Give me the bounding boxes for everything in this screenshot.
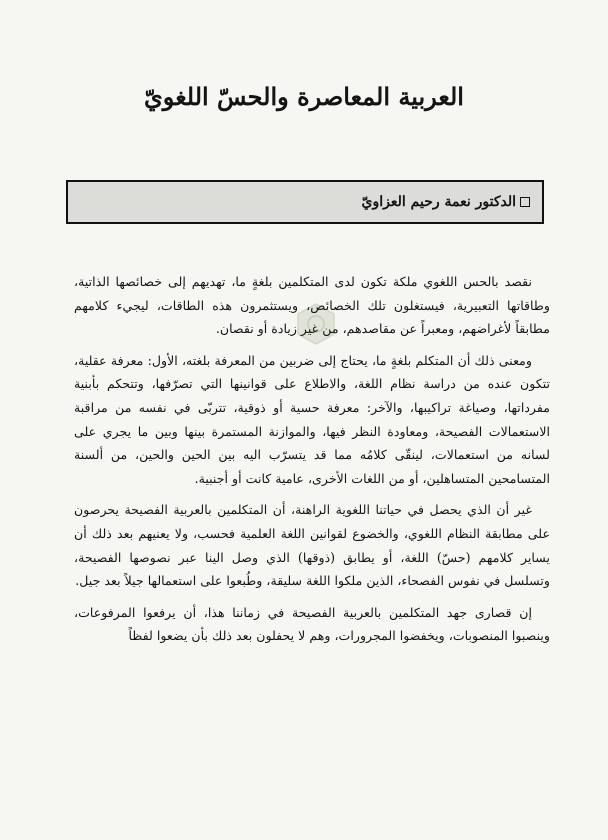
author-name: الدكتور نعمة رحيم العزاويّ — [361, 194, 516, 210]
paragraph-1: نقصد بالحس اللغوي ملكة تكون لدى المتكلمين بلغةٍ ما، تهديهم إلى خصائصها الذاتية، وطاقاتها التعبيرية، فيستغلون تلك الخصائص، ويستثمرون هذه الطاقات، ليجيء كلامهم مطابقاً لأغراضهم، ومعبراً عن مقاصدهم، من غير زيادة أو نقصان. — [74, 274, 550, 337]
author-bar — [66, 180, 544, 224]
square-bullet-icon — [520, 197, 530, 207]
paragraph-2: ومعنى ذلك أن المتكلم بلغةٍ ما، يحتاج إلى ضربين من المعرفة بلغته، الأول: معرفة عقلية، تتكون عنده من دراسة نظام اللغة، والاطلاع على قوانينها التي تصرّفها، وتتحكم بأبنية مفرداتها، وصياغة تراكيبها، والآخر: معرفة حسية أو ذوقية، تتربّى في نفسه من مراقبة الاستعمالات الفصيحة، ومعاودة النظر فيها، والموازنة المستمرة بينها وبين ما يجري على لسانه من استعمالات، لينقّى كلامُه مما قد يتسرّب اليه بين الحين والحين، من ألسنة المتسامحين المتساهلين، أو من اللغات الأخرى، عامية كانت أو أجنبية. — [74, 352, 550, 486]
article-title: العربية المعاصرة والحسّ اللغويّ — [144, 82, 464, 111]
paragraph-3: غير أن الذي يحصل في حياتنا اللغوية الراهنة، أن المتكلمين بالعربية الفصيحة يحرصون على مطابقة النظام اللغوي، والخضوع لقوانين اللغة العلمية فحسب، ولا يعنيهم بعد ذلك أن يساير كلامهم (حسّ) اللغة، أو يطابق (ذوقها) الذي وصل الينا عبر نصوصها الفصيحة، وتسلسل في نفوس الفصحاء، الذين ملكوا اللغة سليقة، وطُبعوا على استعمالها جيلاً بعد جيل. — [74, 502, 550, 589]
article-body — [74, 270, 550, 656]
paragraph-4: إن قصارى جهد المتكلمين بالعربية الفصيحة في زماننا هذا، أن يرفعوا المرفوعات، وينصبوا المنصوبات، ويخفضوا المجرورات، وهم لا يحفلون بعد ذلك بأن يضعوا لفظاً — [74, 604, 550, 644]
